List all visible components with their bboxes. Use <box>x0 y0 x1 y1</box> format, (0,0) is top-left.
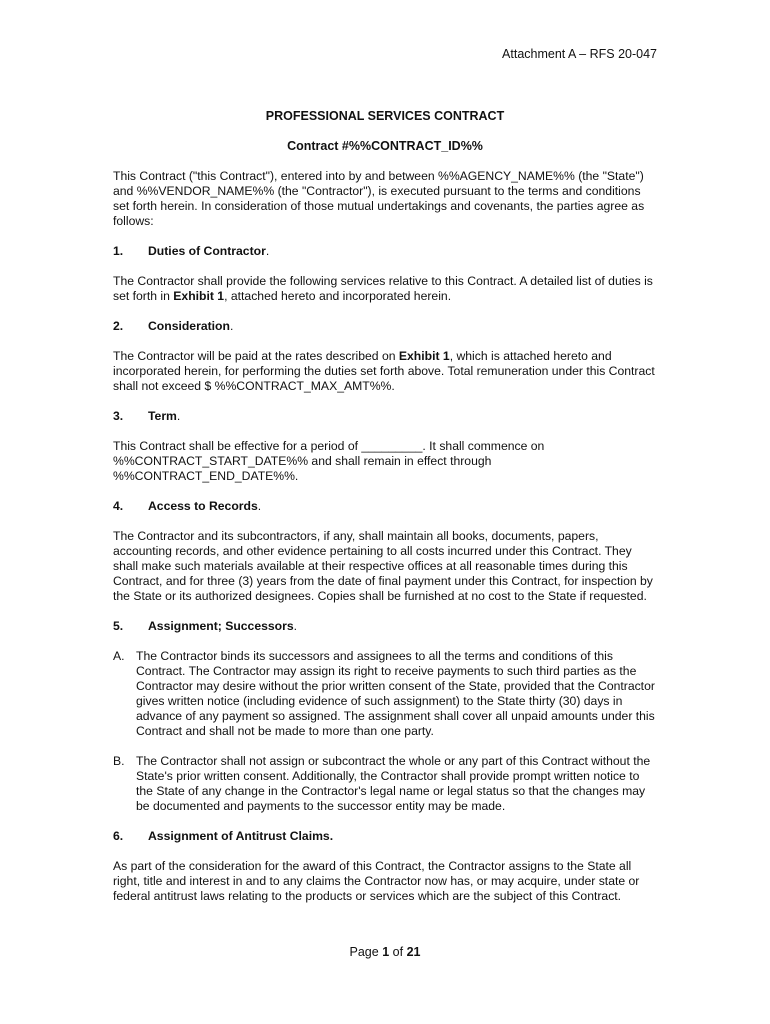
section-6-paragraph: As part of the consideration for the award of this Contract, the Contractor assigns to the State all right, title and interest in and to any claims the Contractor now has, or may acquire, under state or federal antitrust laws relating to the products or services which are the subject of this Contract. <box>113 859 640 903</box>
section-heading-2: 2. Consideration. <box>113 319 234 333</box>
section-1-paragraph: The Contractor shall provide the following services relative to this Contract. A detailed list of duties is set forth in Exhibit 1, attached hereto and incorporated herein. <box>113 274 653 303</box>
section-heading-3: 3. Term. <box>113 409 181 423</box>
section-4-paragraph: The Contractor and its subcontractors, if any, shall maintain all books, documents, papers, accounting records, and other evidence pertaining to all costs incurred under this Contract. They shall make such materials available at their respective offices at all reasonable times during this Contract, and for three (3) years from the date of final payment under this Contract, for inspection by the State or its authorized designees. Copies shall be furnished at no cost to the State if requested. <box>113 529 653 603</box>
contract-id-line: Contract #%%CONTRACT_ID%% <box>287 139 483 153</box>
attachment-header: Attachment A – RFS 20-047 <box>502 47 657 61</box>
contract-body <box>113 169 658 919</box>
exhibit-reference: Exhibit 1 <box>398 349 450 363</box>
intro-paragraph: This Contract ("this Contract"), entered into by and between %%AGENCY_NAME%% (the "State") and %%VENDOR_NAME%% (the "Contractor"), is executed pursuant to the terms and conditions set forth herein. In consideration of those mutual undertakings and covenants, the parties agree as follows: <box>113 169 645 228</box>
list-item: A. The Contractor binds its successors and assignees to all the terms and conditions of this Contract. The Contractor may assign its right to receive payments to such third parties as the Contractor may desire without the prior written consent of the State, provided that the Contractor gives written notice (including evidence of such assignment) to the State thirty (30) days in advance of any payment so assigned. The assignment shall cover all unpaid amounts under this Contract and shall not be made to more than one party. <box>113 649 655 738</box>
section-heading-1: 1. Duties of Contractor. <box>113 244 270 258</box>
contract-title: PROFESSIONAL SERVICES CONTRACT <box>265 109 505 123</box>
section-heading-4: 4. Access to Records. <box>113 499 262 513</box>
section-3-paragraph: This Contract shall be effective for a period of _________. It shall commence on %%CONTRACT_START_DATE%% and shall remain in effect through %%CONTRACT_END_DATE%%. <box>113 439 545 483</box>
section-heading-5: 5. Assignment; Successors. <box>113 619 298 633</box>
section-2-paragraph: The Contractor will be paid at the rates described on Exhibit 1, which is attached hereto and incorporated herein, for performing the duties set forth above. Total remuneration under this Contract shall not exceed $ %%CONTRACT_MAX_AMT%%. <box>113 349 655 393</box>
list-item: B. The Contractor shall not assign or subcontract the whole or any part of this Contract without the State's prior written consent. Additionally, the Contractor shall provide prompt written notice to the State of any change in the Contractor's legal name or legal status so that the changes may be documented and payments to the successor entity may be made. <box>113 754 651 813</box>
exhibit-reference: Exhibit 1 <box>173 289 225 303</box>
section-heading-6: 6. Assignment of Antitrust Claims. <box>113 829 334 843</box>
page-number-footer: Page 1 of 21 <box>349 945 421 959</box>
